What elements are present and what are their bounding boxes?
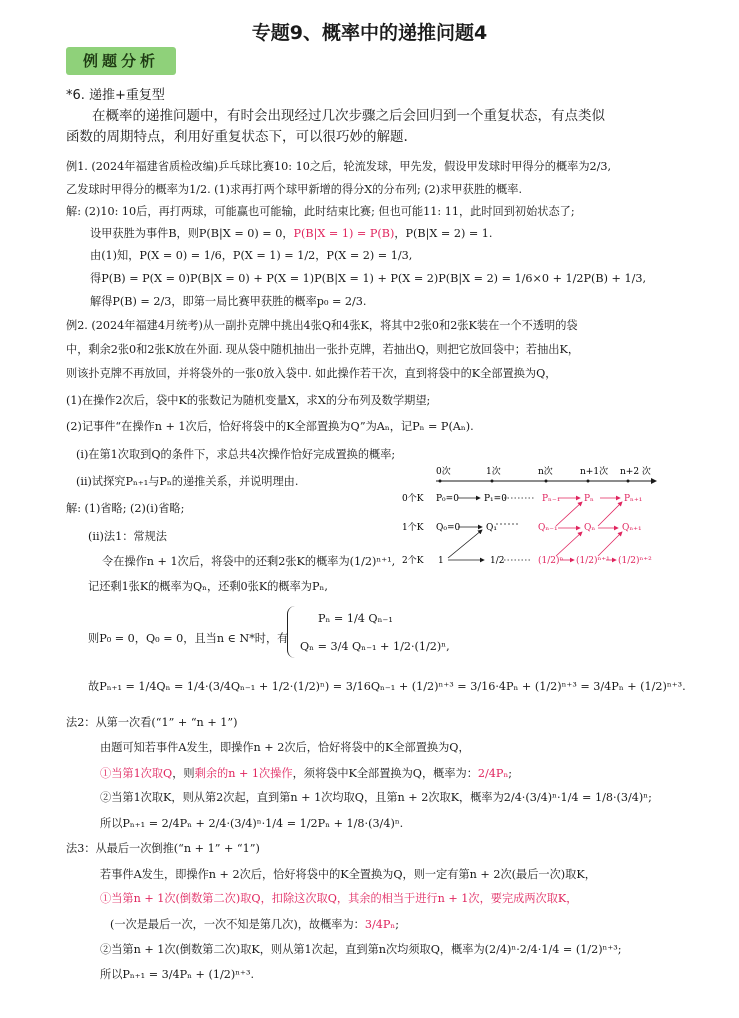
ex2-question-1: 例2. (2024年福建4月统考)从一副扑克牌中挑出4张Q和4张K，将其中2张0和2张K装在一个不透明的袋 <box>66 319 578 332</box>
r2-1: 1/2 <box>490 556 505 566</box>
method2-line-2 <box>100 765 512 781</box>
method3-line-3 <box>110 916 399 932</box>
row-label-1: 1个K <box>402 523 424 533</box>
ex1-question-1: 例1. (2024年福建省质检改编)乒乓球比赛10: 10之后，轮流发球，甲先发，假设甲发球时甲得分的概率为2/3, <box>66 160 612 173</box>
col-label-1: 1次 <box>486 467 501 477</box>
method2-line-1: 由题可知若事件A发生，即操作n + 2次后，恰好将袋中的K全部置换为Q， <box>100 741 470 754</box>
ex2-solution-6: 故Pₙ₊₁ = 1/4Qₙ = 1/4·(3/4Qₙ₋₁ + 1/2·(1/2)ⁿ) = 3/16Qₙ₋₁ + (1/2)ⁿ⁺³ = 3/16·4Pₙ + (1/2)ⁿ⁺³ = 3/4Pₙ + (1/2)ⁿ⁺³. <box>88 680 686 693</box>
p-n-1: Pₙ₋₁ <box>542 494 561 504</box>
intro-line-1: 在概率的递推问题中，有时会出现经过几次步骤之后会回归到一个重复状态，有点类似 <box>92 108 605 124</box>
method3-line-4: ②当第n + 1次(倒数第二次)取K，则从第1次起，直到第n次均须取Q，概率为(2/4)ⁿ·2/4·1/4 = (1/2)ⁿ⁺³; <box>100 943 622 956</box>
ex2-solution-1: 解: (1)省略; (2)(i)省略; <box>66 502 185 515</box>
ex1-s2-highlight: P(B|X = 1) = P(B) <box>293 227 395 240</box>
method2-line-4: 所以Pₙ₊₁ = 2/4Pₙ + 2/4·(3/4)ⁿ·1/4 = 1/2Pₙ + 1/8·(3/4)ⁿ. <box>100 817 404 830</box>
r2-0: 1 <box>438 556 444 566</box>
m2-prob: 2/4Pₙ <box>477 767 509 780</box>
ex2-question-4: (1)在操作2次后，袋中K的张数记为随机变量X，求X的分布列及数学期望; <box>66 394 431 407</box>
m2-must: ，须将袋中K全部置换为Q，概率为： <box>292 767 478 780</box>
col-label-4: n+2 次 <box>620 467 651 477</box>
q1: Q₁ <box>486 523 497 533</box>
p-n: Pₙ <box>584 494 594 504</box>
ex2-solution-4: 记还剩1张K的概率为Qₙ，还剩0张K的概率为Pₙ, <box>88 580 328 593</box>
method3-heading: 法3：从最后一次倒推(“n + 1” + “1”) <box>66 842 260 855</box>
col-label-0: 0次 <box>436 467 451 477</box>
state-transition-diagram <box>400 466 662 578</box>
method3-line-2: ①当第n + 1次(倒数第二次)取Q，扣除这次取Q，其余的相当于进行n + 1次，要完成两次取K， <box>100 892 578 905</box>
method2-heading: 法2：从第一次看(“1” + “n + 1”) <box>66 716 238 729</box>
ex1-solution-2 <box>90 225 492 241</box>
ex2-question-3: 则该扑克牌不再放回，并将袋外的一张0放入袋中. 如此操作若干次，直到将袋中的K全部置换为Q， <box>66 367 557 380</box>
ex1-question-2: 乙发球时甲得分的概率为1/2. (1)求再打两个球甲新增的得分X的分布列; (2)求甲获胜的概率. <box>66 183 523 196</box>
q-n+1: Qₙ₊₁ <box>622 523 642 533</box>
ex2-solution-2: (ii)法1：常规法 <box>88 530 167 543</box>
ex1-solution-1: 解: (2)10: 10后，再打两球，可能赢也可能输，此时结束比赛; 但也可能11: 11，此时回到初始状态了; <box>66 205 575 218</box>
ex1-solution-5: 解得P(B) = 2/3，即第一局比赛甲获胜的概率p₀ = 2/3. <box>90 295 367 308</box>
ex1-s2-part-c: ，P(B|X = 2) = 1. <box>394 227 493 240</box>
p0: P₀=0 <box>436 494 459 504</box>
r2-n: (1/2)ⁿ <box>538 556 564 566</box>
row-label-2: 2个K <box>402 556 424 566</box>
q-n: Qₙ <box>584 523 596 533</box>
ex1-solution-3: 由(1)知，P(X = 0) = 1/6，P(X = 1) = 1/2，P(X = 2) = 1/3, <box>90 249 413 262</box>
p1: P₁=0 <box>484 494 507 504</box>
ex2-question-6: (i)在第1次取到Q的条件下，求总共4次操作恰好完成置换的概率; <box>76 448 396 461</box>
system-equation-1: Pₙ = 1/4 Qₙ₋₁ <box>318 612 393 625</box>
section-badge: 例题分析 <box>66 47 176 75</box>
ex1-solution-4: 得P(B) = P(X = 0)P(B|X = 0) + P(X = 1)P(B|X = 1) + P(X = 2)P(B|X = 2) = 1/6×0 + 1/2P(B) + 1/3, <box>90 272 647 285</box>
ex2-solution-3: 令在操作n + 1次后，将袋中的还剩2张K的概率为(1/2)ⁿ⁺¹, <box>102 555 396 568</box>
intro-line-2: 函数的周期特点，利用好重复状态下，可以很巧妙的解题. <box>66 129 408 145</box>
q-n-1: Qₙ₋₁ <box>538 523 558 533</box>
p-n+1: Pₙ₊₁ <box>624 494 643 504</box>
r2-n+2: (1/2)ⁿ⁺² <box>618 556 652 566</box>
ex2-question-7: (ii)试探究Pₙ₊₁与Pₙ的递推关系，并说明理由. <box>76 475 299 488</box>
q0: Q₀=0 <box>436 523 461 533</box>
section-heading: *6. 递推+重复型 <box>66 88 165 103</box>
system-brace <box>287 606 298 658</box>
ex2-solution-5: 则P₀ = 0，Q₀ = 0，且当n ∈ N*时，有 <box>88 632 289 645</box>
m2-case1: ①当第1次取Q <box>100 767 173 780</box>
m3-semi: ; <box>395 918 400 931</box>
m2-semi: ; <box>508 767 513 780</box>
m2-remaining: 剩余的n + 1次操作 <box>194 767 293 780</box>
ex2-question-2: 中，剩余2张0和2张K放在外面. 现从袋中随机抽出一张扑克牌，若抽出Q，则把它放回袋中；若抽出K， <box>66 343 580 356</box>
m3-prob: 3/4Pₙ <box>364 918 396 931</box>
m2-then: ，则 <box>172 767 195 780</box>
ex1-s2-part-a: 设甲获胜为事件B，则P(B|X = 0) = 0， <box>90 227 294 240</box>
method3-line-5: 所以Pₙ₊₁ = 3/4Pₙ + (1/2)ⁿ⁺³. <box>100 968 254 981</box>
method2-line-3: ②当第1次取K，则从第2次起，直到第n + 1次均取Q，且第n + 2次取K，概率为2/4·(3/4)ⁿ·1/4 = 1/8·(3/4)ⁿ; <box>100 791 652 804</box>
row-label-0: 0个K <box>402 494 424 504</box>
system-equation-2: Qₙ = 3/4 Qₙ₋₁ + 1/2·(1/2)ⁿ, <box>300 640 450 653</box>
col-label-3: n+1次 <box>580 467 609 477</box>
col-label-2: n次 <box>538 467 553 477</box>
method3-line-1: 若事件A发生，即操作n + 2次后，恰好将袋中的K全置换为Q，则一定有第n + 2次(最后一次)取K， <box>100 868 596 881</box>
m3-note: (一次是最后一次，一次不知是第几次)，故概率为： <box>110 918 365 931</box>
ex2-question-5: (2)记事件“在操作n + 1次后，恰好将袋中的K全部置换为Q”为Aₙ，记Pₙ = P(Aₙ). <box>66 420 474 433</box>
r2-n+1: (1/2)ⁿ⁺¹ <box>576 556 610 566</box>
page-title: 专题9、概率中的递推问题4 <box>251 22 488 44</box>
